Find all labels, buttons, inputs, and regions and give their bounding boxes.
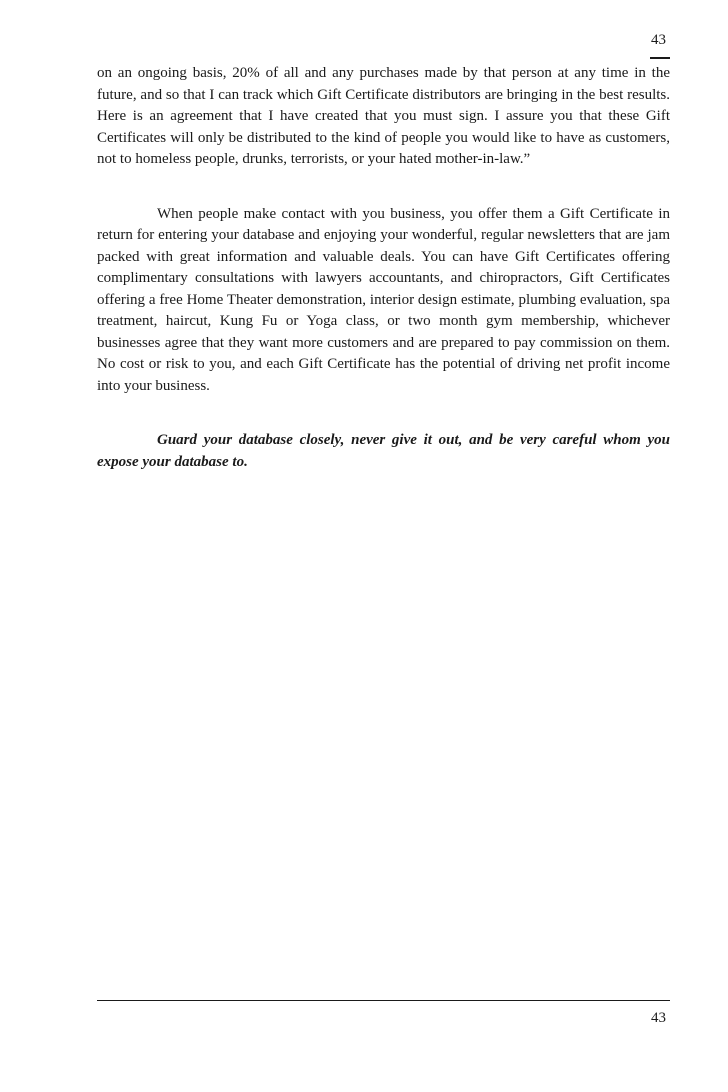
- footer-rule: [97, 1000, 670, 1001]
- page-body: [97, 63, 670, 473]
- paragraph-continuation: on an ongoing basis, 20% of all and any purchases made by that person at any time in the future, and so that I can track which Gift Certificate distributors are bringing in the best results. Here is an agreement that I have created that you must sign. I assure you that these Gift Certificates will only be distributed to the kind of people you would like to have as customers, not to homeless people, drunks, terrorists, or your hated mother-in-law.”: [97, 65, 670, 167]
- paragraph-gift-certificates: When people make contact with you business, you offer them a Gift Certificate in return for entering your database and enjoying your wonderful, regular newsletters that are jam packed with great information and valuable deals. You can have Gift Certificates offering complimentary consultations with lawyers accountants, and chiropractors, Gift Certificates offering a free Home Theater demonstration, interior design estimate, plumbing evaluation, spa treatment, haircut, Kung Fu or Yoga class, or two month gym membership, whichever businesses agree that they want more customers and are prepared to pay commission on them. No cost or risk to you, and each Gift Certificate has the potential of driving net profit income into your business.: [97, 205, 670, 394]
- footer-page-number: 43: [651, 1010, 666, 1026]
- paragraph-database-warning: Guard your database closely, never give it out, and be very careful whom you expose your database to.: [97, 432, 670, 470]
- header-dash: [650, 57, 670, 59]
- header-page-number: 43: [651, 32, 666, 48]
